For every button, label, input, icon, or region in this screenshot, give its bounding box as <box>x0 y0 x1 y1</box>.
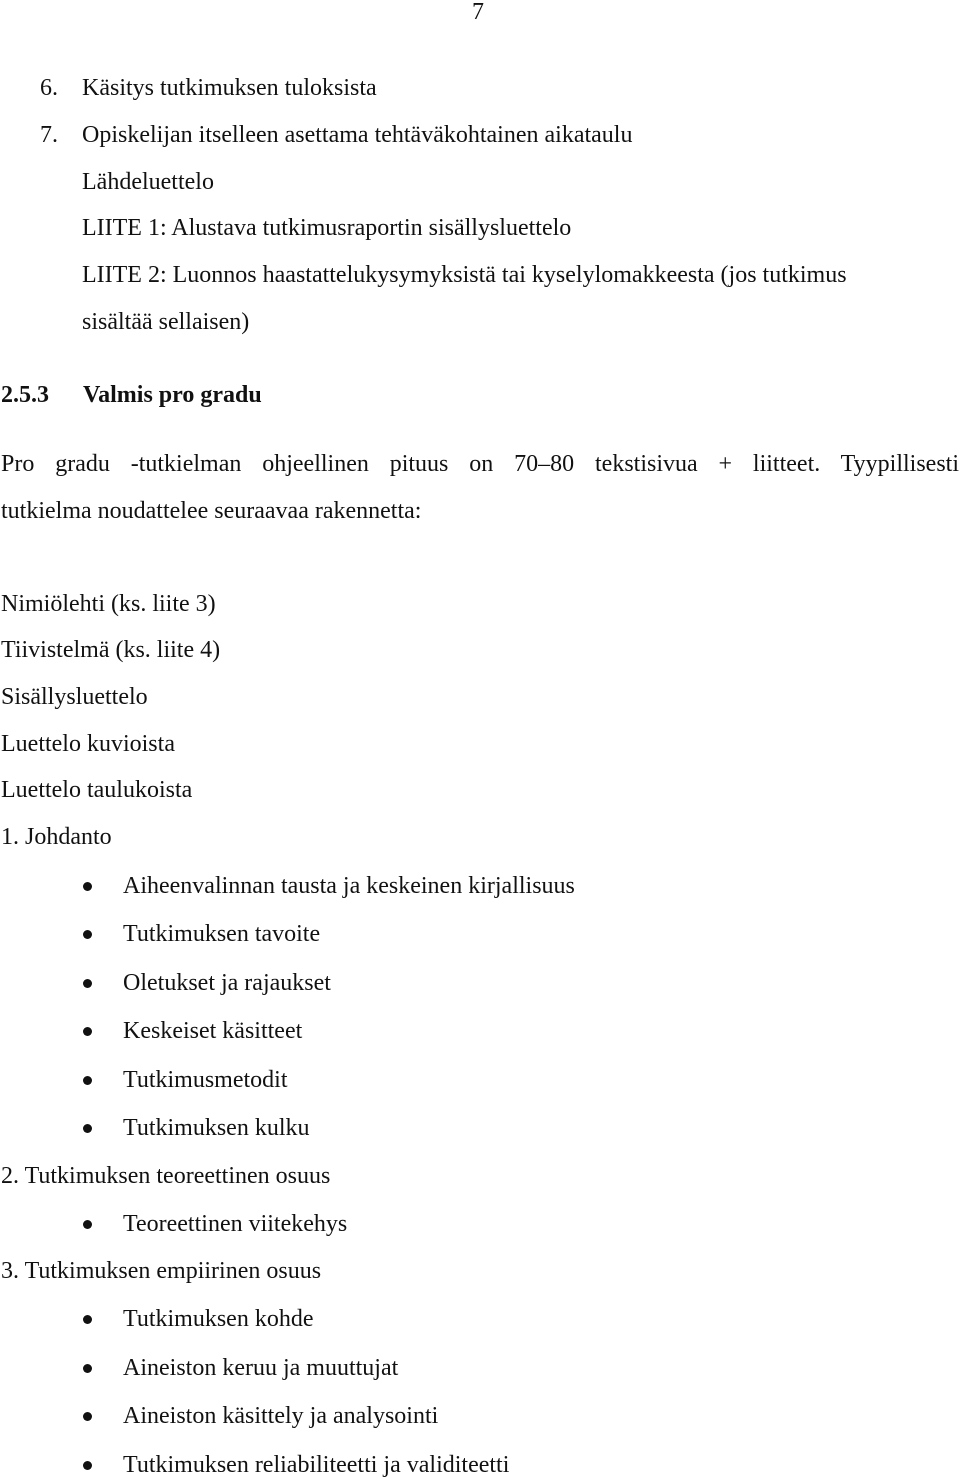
bullet-item: Tutkimuksen reliabiliteetti ja validiteetti <box>123 1452 510 1478</box>
bullet-icon <box>83 1124 92 1133</box>
bullet-icon <box>83 882 92 891</box>
list-item: Lähdeluettelo <box>82 169 214 195</box>
paragraph-line: tutkielma noudattelee seuraavaa rakennetta: <box>1 498 422 524</box>
structure-item: Luettelo kuvioista <box>1 731 175 757</box>
bullet-item: Tutkimuksen kulku <box>123 1115 310 1141</box>
bullet-icon <box>83 1220 92 1229</box>
bullet-icon <box>83 1315 92 1324</box>
list-number: 7. <box>40 122 58 148</box>
bullet-item: Tutkimusmetodit <box>123 1067 288 1093</box>
bullet-icon <box>83 1461 92 1470</box>
chapter-title: 3. Tutkimuksen empiirinen osuus <box>1 1258 322 1284</box>
list-item: LIITE 1: Alustava tutkimusraportin sisällysluettelo <box>82 215 572 241</box>
bullet-item: Aiheenvalinnan tausta ja keskeinen kirjallisuus <box>123 873 575 899</box>
section-title: Valmis pro gradu <box>83 382 262 408</box>
chapter-title: 2. Tutkimuksen teoreettinen osuus <box>1 1163 331 1189</box>
list-item: Käsitys tutkimuksen tuloksista <box>82 75 377 101</box>
page-number: 7 <box>472 0 484 25</box>
bullet-item: Keskeiset käsitteet <box>123 1018 303 1044</box>
bullet-item: Tutkimuksen tavoite <box>123 921 321 947</box>
bullet-item: Oletukset ja rajaukset <box>123 970 331 996</box>
bullet-icon <box>83 979 92 988</box>
section-number: 2.5.3 <box>1 382 49 408</box>
chapter-title: 1. Johdanto <box>1 824 112 850</box>
bullet-icon <box>83 1027 92 1036</box>
bullet-icon <box>83 930 92 939</box>
structure-item: Nimiölehti (ks. liite 3) <box>1 591 216 617</box>
bullet-item: Aineiston keruu ja muuttujat <box>123 1355 399 1381</box>
bullet-item: Aineiston käsittely ja analysointi <box>123 1403 439 1429</box>
bullet-icon <box>83 1076 92 1085</box>
bullet-icon <box>83 1412 92 1421</box>
structure-item: Sisällysluettelo <box>1 684 148 710</box>
list-item: LIITE 2: Luonnos haastattelukysymyksistä tai kyselylomakkeesta (jos tutkimus <box>82 262 847 288</box>
bullet-icon <box>83 1364 92 1373</box>
paragraph-line: Pro gradu -tutkielman ohjeellinen pituus on 70–80 tekstisivua + liitteet. Tyypillisesti <box>1 451 959 477</box>
structure-item: Tiivistelmä (ks. liite 4) <box>1 637 221 663</box>
list-number: 6. <box>40 75 58 101</box>
list-item: Opiskelijan itselleen asettama tehtäväkohtainen aikataulu <box>82 122 633 148</box>
bullet-item: Tutkimuksen kohde <box>123 1306 314 1332</box>
structure-item: Luettelo taulukoista <box>1 777 193 803</box>
bullet-item: Teoreettinen viitekehys <box>123 1211 348 1237</box>
list-item-continued: sisältää sellaisen) <box>82 309 250 335</box>
